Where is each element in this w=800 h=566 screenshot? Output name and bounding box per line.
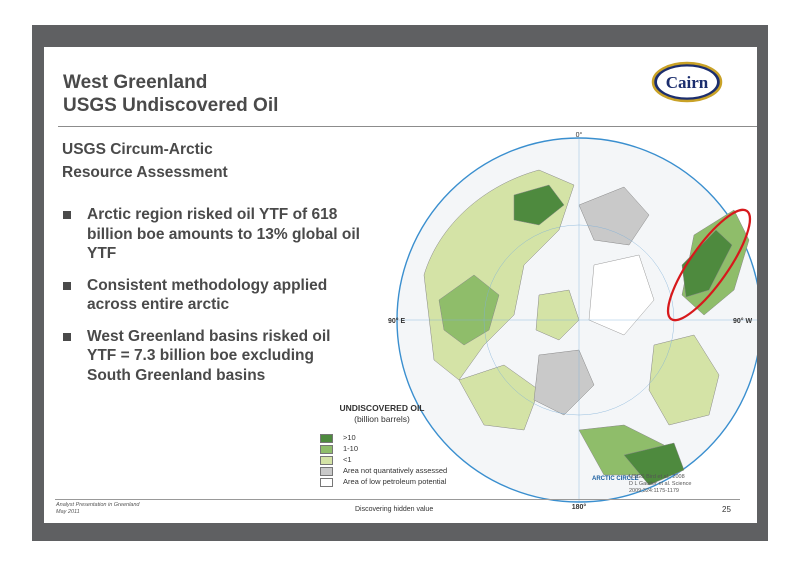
footer-divider [55, 499, 740, 500]
footer-meta [56, 502, 139, 516]
bullet-list [62, 205, 362, 397]
legend-label: 1-10 [343, 444, 359, 453]
citation-line: USGS Bird et al., 2008 [629, 474, 685, 480]
map-citation [629, 474, 691, 495]
arctic-circle-label: ARCTIC CIRCLE [592, 476, 639, 482]
legend-title-line-2: (billion barrels) [354, 414, 410, 424]
logo-text: Cairn [665, 73, 709, 92]
cairn-logo [651, 60, 723, 104]
legend-title-line-1: UNDISCOVERED OIL [339, 403, 425, 413]
footer-tagline: Discovering hidden value [355, 506, 434, 513]
arctic-resource-map [364, 125, 757, 509]
legend-swatch [320, 445, 333, 454]
bullet-text: Arctic region risked oil YTF of 618 billion boe amounts to 13% global oil YTF [87, 206, 360, 262]
label-0-degrees: 0° [575, 132, 583, 139]
bullet-square-icon [63, 282, 71, 290]
slide-title [63, 71, 278, 117]
footer-date: May 2011 [56, 509, 80, 515]
label-90-east: 90° E [388, 318, 406, 325]
bullet-text: West Greenland basins risked oil YTF = 7.3 billion boe excluding South Greenland basins [87, 327, 331, 384]
title-line-2: USGS Undiscovered Oil [63, 95, 279, 116]
citation-line: D L Gautier et al. Science [629, 481, 692, 487]
title-line-1: West Greenland [63, 72, 208, 93]
subtitle-line-2: Resource Assessment [62, 164, 228, 181]
bullet-square-icon [63, 211, 71, 219]
bullet-square-icon [63, 333, 71, 341]
legend-swatch [320, 478, 333, 487]
legend-label: >10 [343, 433, 356, 442]
label-90-west: 90° W [733, 318, 753, 325]
footer-presentation-name: Analyst Presentation in Greenland [56, 502, 140, 508]
page-number: 25 [722, 505, 731, 514]
legend-title [321, 403, 443, 425]
legend-label: Area not quantatively assessed [343, 466, 448, 475]
bullet-item [62, 327, 362, 386]
legend-swatch [320, 434, 333, 443]
legend-label: <1 [343, 455, 352, 464]
bullet-text: Consistent methodology applied across entire arctic [87, 276, 328, 313]
slide-subtitle [62, 138, 228, 184]
subtitle-line-1: USGS Circum-Arctic [62, 141, 213, 158]
citation-line: 2009;324:1175-1179 [629, 488, 679, 494]
label-180-degrees: 180° [571, 504, 587, 509]
legend-swatch [320, 456, 333, 465]
legend-label: Area of low petroleum potential [343, 477, 447, 486]
slide [44, 47, 757, 523]
bullet-item [62, 276, 362, 315]
bullet-item [62, 205, 362, 264]
legend-swatch [320, 467, 333, 476]
